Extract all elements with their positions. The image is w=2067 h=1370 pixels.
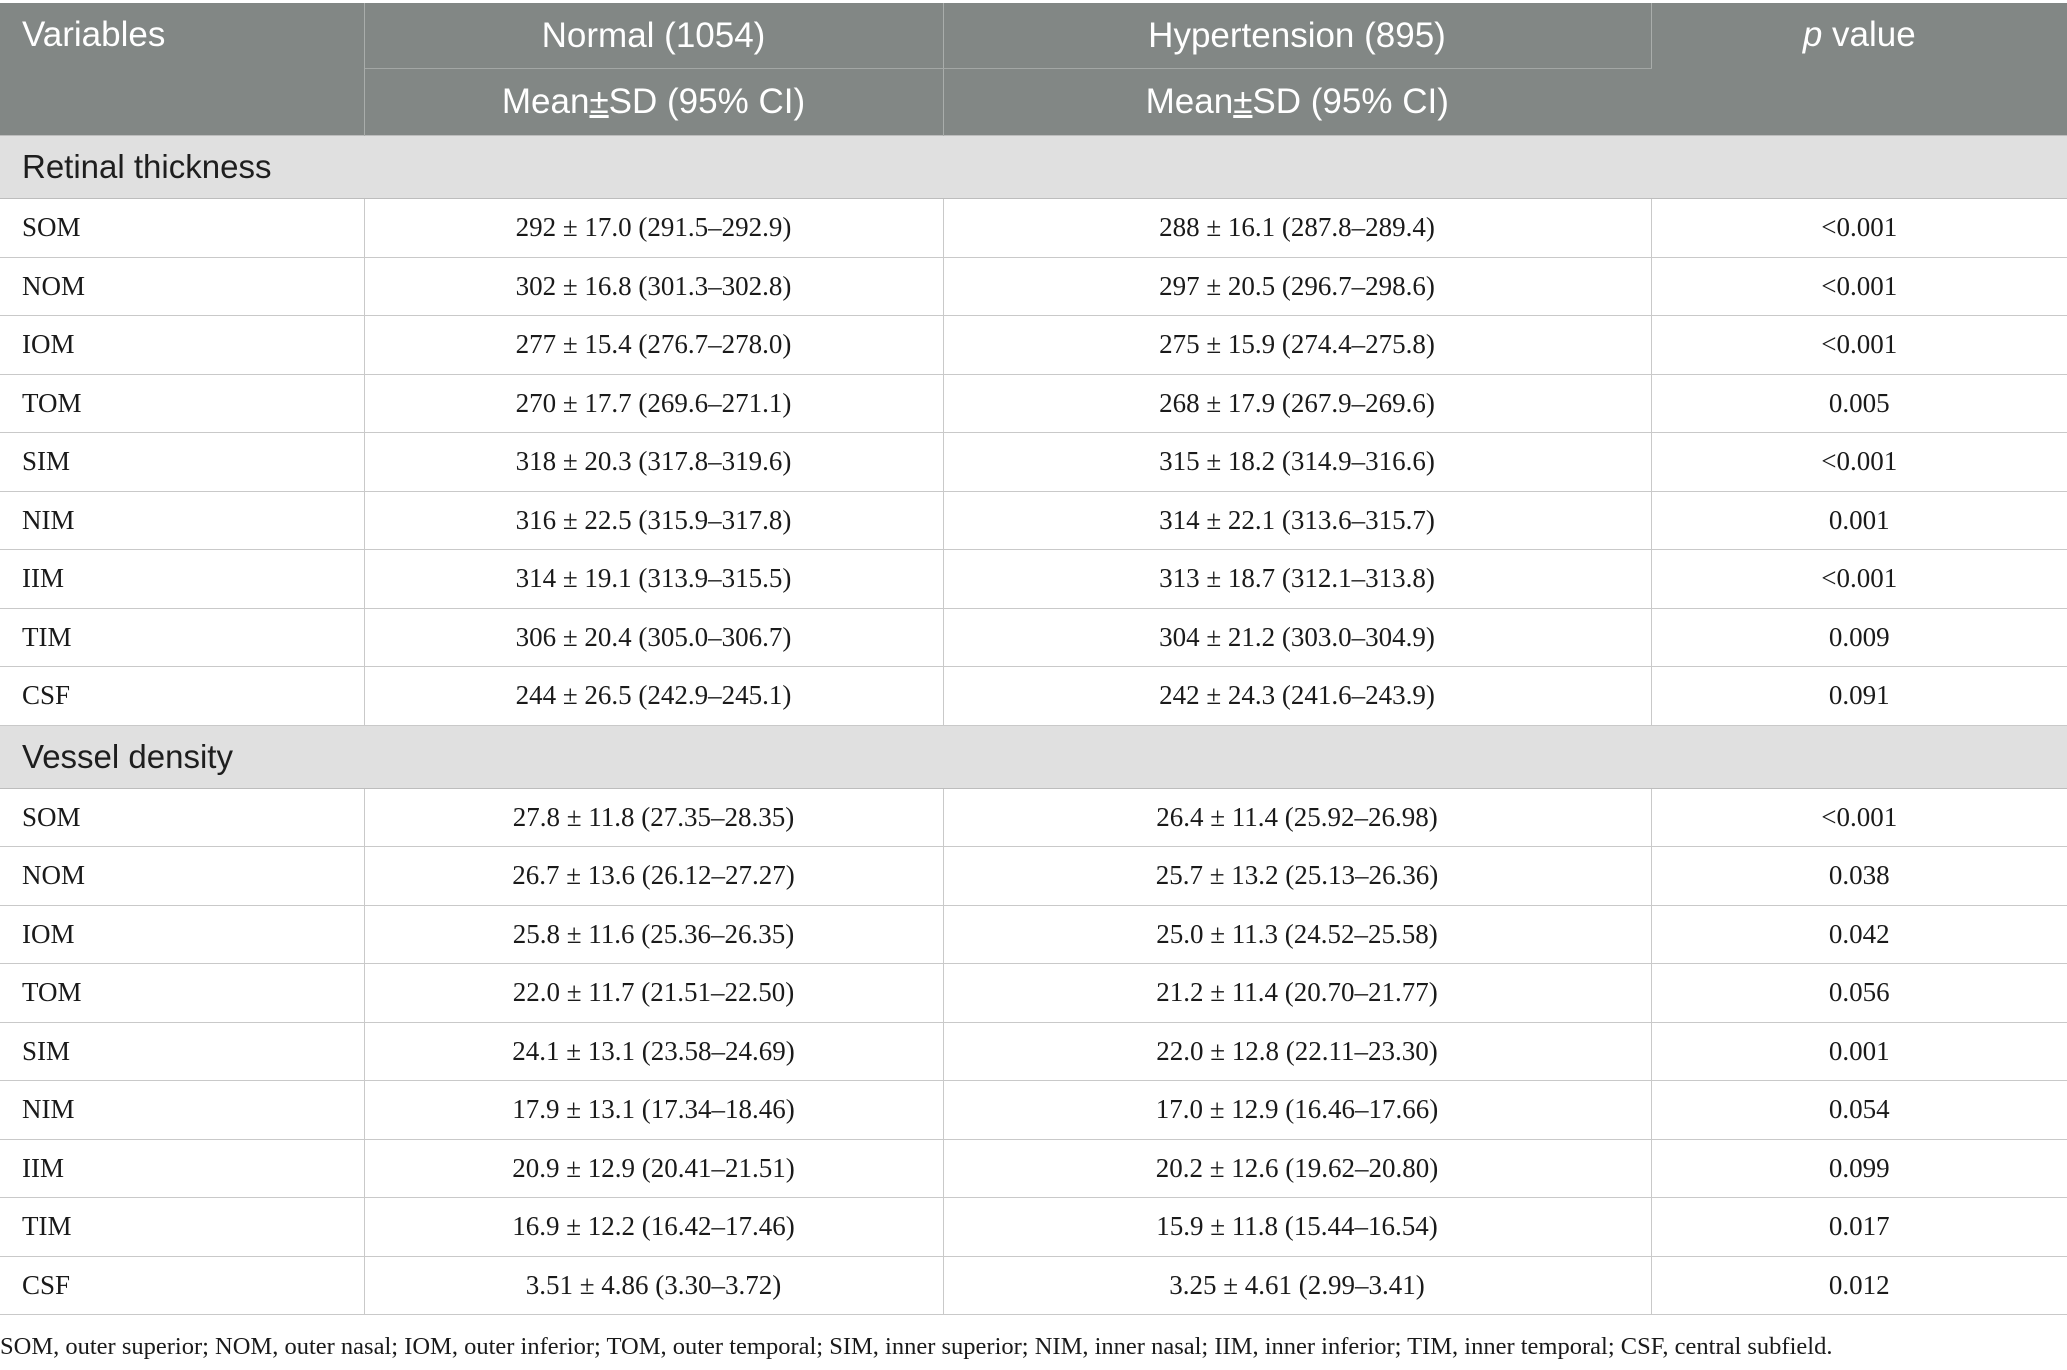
normal-value-cell: 318 ± 20.3 (317.8–319.6) [364, 433, 943, 492]
p-value-cell: 0.042 [1651, 905, 2067, 964]
table-row [0, 199, 2067, 258]
header-p-italic: p [1802, 15, 1823, 54]
results-table [0, 3, 2067, 1315]
p-value-cell: <0.001 [1651, 550, 2067, 609]
stat-sd-ci-label: SD (95% CI) [608, 82, 806, 121]
plus-minus-symbol: ± [589, 82, 609, 121]
variable-cell: NOM [0, 257, 364, 316]
hypertension-value-cell: 21.2 ± 11.4 (20.70–21.77) [943, 964, 1651, 1023]
hypertension-value-cell: 25.0 ± 11.3 (24.52–25.58) [943, 905, 1651, 964]
table-row [0, 905, 2067, 964]
p-value-cell: 0.009 [1651, 608, 2067, 667]
p-value-cell: <0.001 [1651, 199, 2067, 258]
hypertension-value-cell: 26.4 ± 11.4 (25.92–26.98) [943, 788, 1651, 847]
normal-value-cell: 244 ± 26.5 (242.9–245.1) [364, 667, 943, 726]
variable-cell: IOM [0, 905, 364, 964]
p-value-cell: <0.001 [1651, 433, 2067, 492]
normal-value-cell: 16.9 ± 12.2 (16.42–17.46) [364, 1198, 943, 1257]
header-p-value [1651, 3, 2067, 136]
p-value-cell: 0.091 [1651, 667, 2067, 726]
header-hypertension-stat [943, 69, 1651, 136]
hypertension-value-cell: 242 ± 24.3 (241.6–243.9) [943, 667, 1651, 726]
table-row [0, 433, 2067, 492]
variable-cell: SOM [0, 788, 364, 847]
table-row [0, 1256, 2067, 1315]
section-title: Retinal thickness [0, 136, 2067, 199]
p-value-cell: 0.054 [1651, 1081, 2067, 1140]
hypertension-value-cell: 313 ± 18.7 (312.1–313.8) [943, 550, 1651, 609]
table-row [0, 1022, 2067, 1081]
table-row [0, 316, 2067, 375]
p-value-cell: <0.001 [1651, 257, 2067, 316]
table-row [0, 788, 2067, 847]
p-value-cell: 0.017 [1651, 1198, 2067, 1257]
header-variables: Variables [0, 3, 364, 136]
table-row [0, 847, 2067, 906]
table-row [0, 1081, 2067, 1140]
section-title: Vessel density [0, 725, 2067, 788]
hypertension-value-cell: 297 ± 20.5 (296.7–298.6) [943, 257, 1651, 316]
p-value-cell: 0.001 [1651, 491, 2067, 550]
table-row [0, 1198, 2067, 1257]
normal-value-cell: 270 ± 17.7 (269.6–271.1) [364, 374, 943, 433]
stat-mean-label: Mean [1145, 82, 1234, 121]
normal-value-cell: 22.0 ± 11.7 (21.51–22.50) [364, 964, 943, 1023]
p-value-cell: <0.001 [1651, 316, 2067, 375]
hypertension-value-cell: 288 ± 16.1 (287.8–289.4) [943, 199, 1651, 258]
normal-value-cell: 277 ± 15.4 (276.7–278.0) [364, 316, 943, 375]
stat-sd-ci-label: SD (95% CI) [1252, 82, 1449, 121]
hypertension-value-cell: 315 ± 18.2 (314.9–316.6) [943, 433, 1651, 492]
normal-value-cell: 20.9 ± 12.9 (20.41–21.51) [364, 1139, 943, 1198]
table-row [0, 491, 2067, 550]
hypertension-value-cell: 314 ± 22.1 (313.6–315.7) [943, 491, 1651, 550]
variable-cell: TIM [0, 608, 364, 667]
table-row [0, 550, 2067, 609]
p-value-cell: 0.005 [1651, 374, 2067, 433]
normal-value-cell: 292 ± 17.0 (291.5–292.9) [364, 199, 943, 258]
hypertension-value-cell: 275 ± 15.9 (274.4–275.8) [943, 316, 1651, 375]
hypertension-value-cell: 22.0 ± 12.8 (22.11–23.30) [943, 1022, 1651, 1081]
normal-value-cell: 26.7 ± 13.6 (26.12–27.27) [364, 847, 943, 906]
variable-cell: IIM [0, 1139, 364, 1198]
table-header [0, 3, 2067, 136]
variable-cell: IIM [0, 550, 364, 609]
normal-value-cell: 316 ± 22.5 (315.9–317.8) [364, 491, 943, 550]
table-row [0, 667, 2067, 726]
variable-cell: TOM [0, 374, 364, 433]
table-row [0, 964, 2067, 1023]
normal-value-cell: 24.1 ± 13.1 (23.58–24.69) [364, 1022, 943, 1081]
hypertension-value-cell: 268 ± 17.9 (267.9–269.6) [943, 374, 1651, 433]
table-row [0, 1139, 2067, 1198]
normal-value-cell: 25.8 ± 11.6 (25.36–26.35) [364, 905, 943, 964]
hypertension-value-cell: 17.0 ± 12.9 (16.46–17.66) [943, 1081, 1651, 1140]
variable-cell: NIM [0, 1081, 364, 1140]
variable-cell: SIM [0, 1022, 364, 1081]
normal-value-cell: 314 ± 19.1 (313.9–315.5) [364, 550, 943, 609]
plus-minus-symbol: ± [1233, 82, 1253, 121]
normal-value-cell: 27.8 ± 11.8 (27.35–28.35) [364, 788, 943, 847]
p-value-cell: 0.099 [1651, 1139, 2067, 1198]
p-value-cell: 0.012 [1651, 1256, 2067, 1315]
variable-cell: SIM [0, 433, 364, 492]
stat-mean-label: Mean [501, 82, 590, 121]
normal-value-cell: 306 ± 20.4 (305.0–306.7) [364, 608, 943, 667]
table-body [0, 136, 2067, 1315]
variable-cell: CSF [0, 1256, 364, 1315]
hypertension-value-cell: 20.2 ± 12.6 (19.62–20.80) [943, 1139, 1651, 1198]
p-value-cell: 0.038 [1651, 847, 2067, 906]
p-value-cell: 0.056 [1651, 964, 2067, 1023]
header-p-rest: value [1822, 15, 1916, 54]
table-row [0, 608, 2067, 667]
hypertension-value-cell: 304 ± 21.2 (303.0–304.9) [943, 608, 1651, 667]
table-footnote: SOM, outer superior; NOM, outer nasal; IOM, outer inferior; TOM, outer temporal; SIM, inner superior; NIM, inner nasal; IIM, inner inferior; TIM, inner temporal; CSF, central subfield. [0, 1333, 1833, 1360]
p-value-cell: <0.001 [1651, 788, 2067, 847]
header-normal-group: Normal (1054) [364, 3, 943, 69]
hypertension-value-cell: 3.25 ± 4.61 (2.99–3.41) [943, 1256, 1651, 1315]
variable-cell: NOM [0, 847, 364, 906]
table-row [0, 257, 2067, 316]
section-row [0, 725, 2067, 788]
section-row [0, 136, 2067, 199]
normal-value-cell: 17.9 ± 13.1 (17.34–18.46) [364, 1081, 943, 1140]
variable-cell: NIM [0, 491, 364, 550]
p-value-cell: 0.001 [1651, 1022, 2067, 1081]
variable-cell: CSF [0, 667, 364, 726]
hypertension-value-cell: 15.9 ± 11.8 (15.44–16.54) [943, 1198, 1651, 1257]
variable-cell: SOM [0, 199, 364, 258]
header-hypertension-group: Hypertension (895) [943, 3, 1651, 69]
normal-value-cell: 302 ± 16.8 (301.3–302.8) [364, 257, 943, 316]
table-row [0, 374, 2067, 433]
variable-cell: IOM [0, 316, 364, 375]
header-normal-stat [364, 69, 943, 136]
variable-cell: TOM [0, 964, 364, 1023]
variable-cell: TIM [0, 1198, 364, 1257]
normal-value-cell: 3.51 ± 4.86 (3.30–3.72) [364, 1256, 943, 1315]
hypertension-value-cell: 25.7 ± 13.2 (25.13–26.36) [943, 847, 1651, 906]
